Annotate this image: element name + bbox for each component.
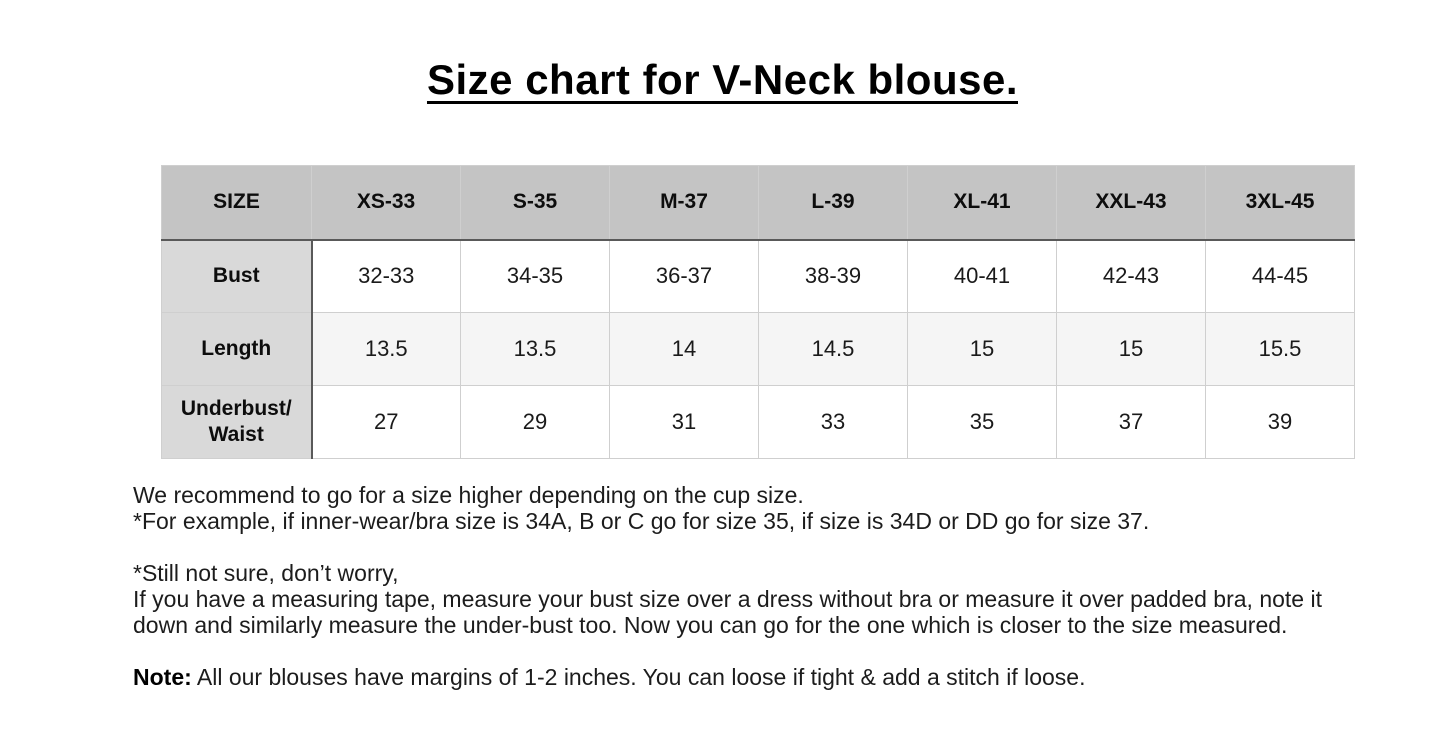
row-label-bust: Bust — [162, 240, 312, 313]
header-cell-size: SIZE — [162, 166, 312, 240]
header-cell-m-37: M-37 — [610, 166, 759, 240]
underbust-value: 29 — [461, 386, 610, 459]
length-value: 13.5 — [312, 313, 461, 386]
header-cell-3xl-45: 3XL-45 — [1206, 166, 1355, 240]
page-title: Size chart for V-Neck blouse. — [426, 56, 1018, 103]
header-cell-xl-41: XL-41 — [908, 166, 1057, 240]
length-value: 13.5 — [461, 313, 610, 386]
note-label: Note: — [133, 664, 192, 690]
underbust-value: 39 — [1206, 386, 1355, 459]
underbust-value: 35 — [908, 386, 1057, 459]
table-header-row — [162, 166, 1355, 240]
bust-value: 32-33 — [312, 240, 461, 313]
length-value: 15 — [908, 313, 1057, 386]
row-label-length: Length — [162, 313, 312, 386]
length-value: 15 — [1057, 313, 1206, 386]
measuring-instructions: If you have a measuring tape, measure your bust size over a dress without bra or measure it over padded bra, note it down and similarly measure the under-bust too. Now you can go for the one which is closer to the size measured. — [133, 586, 1322, 638]
bust-value: 42-43 — [1057, 240, 1206, 313]
length-value: 14 — [610, 313, 759, 386]
underbust-value: 33 — [759, 386, 908, 459]
table-row-length — [162, 313, 1355, 386]
still-not-sure-line: *Still not sure, don’t worry, — [133, 560, 399, 586]
size-chart-table — [161, 165, 1355, 459]
note-paragraph — [133, 664, 1351, 690]
header-cell-l-39: L-39 — [759, 166, 908, 240]
underbust-value: 31 — [610, 386, 759, 459]
underbust-value: 27 — [312, 386, 461, 459]
table-row-bust — [162, 240, 1355, 313]
notes-section — [133, 482, 1351, 690]
size-chart-table-container — [161, 165, 1355, 459]
note-text: All our blouses have margins of 1-2 inches. You can loose if tight & add a stitch if loose. — [191, 664, 1086, 690]
table-row-underbust-waist — [162, 386, 1355, 459]
measuring-paragraph — [133, 560, 1351, 638]
bust-value: 38-39 — [759, 240, 908, 313]
underbust-value: 37 — [1057, 386, 1206, 459]
bust-value: 44-45 — [1206, 240, 1355, 313]
row-label-underbust-waist: Underbust/ Waist — [162, 386, 312, 459]
recommendation-paragraph — [133, 482, 1351, 534]
bust-value: 40-41 — [908, 240, 1057, 313]
bust-value: 34-35 — [461, 240, 610, 313]
length-value: 14.5 — [759, 313, 908, 386]
header-cell-xxl-43: XXL-43 — [1057, 166, 1206, 240]
header-cell-xs-33: XS-33 — [312, 166, 461, 240]
recommendation-line2: *For example, if inner-wear/bra size is 34A, B or C go for size 35, if size is 34D or DD go for size 37. — [133, 508, 1150, 534]
bust-value: 36-37 — [610, 240, 759, 313]
recommendation-line1: We recommend to go for a size higher depending on the cup size. — [133, 482, 804, 508]
header-cell-s-35: S-35 — [461, 166, 610, 240]
length-value: 15.5 — [1206, 313, 1355, 386]
